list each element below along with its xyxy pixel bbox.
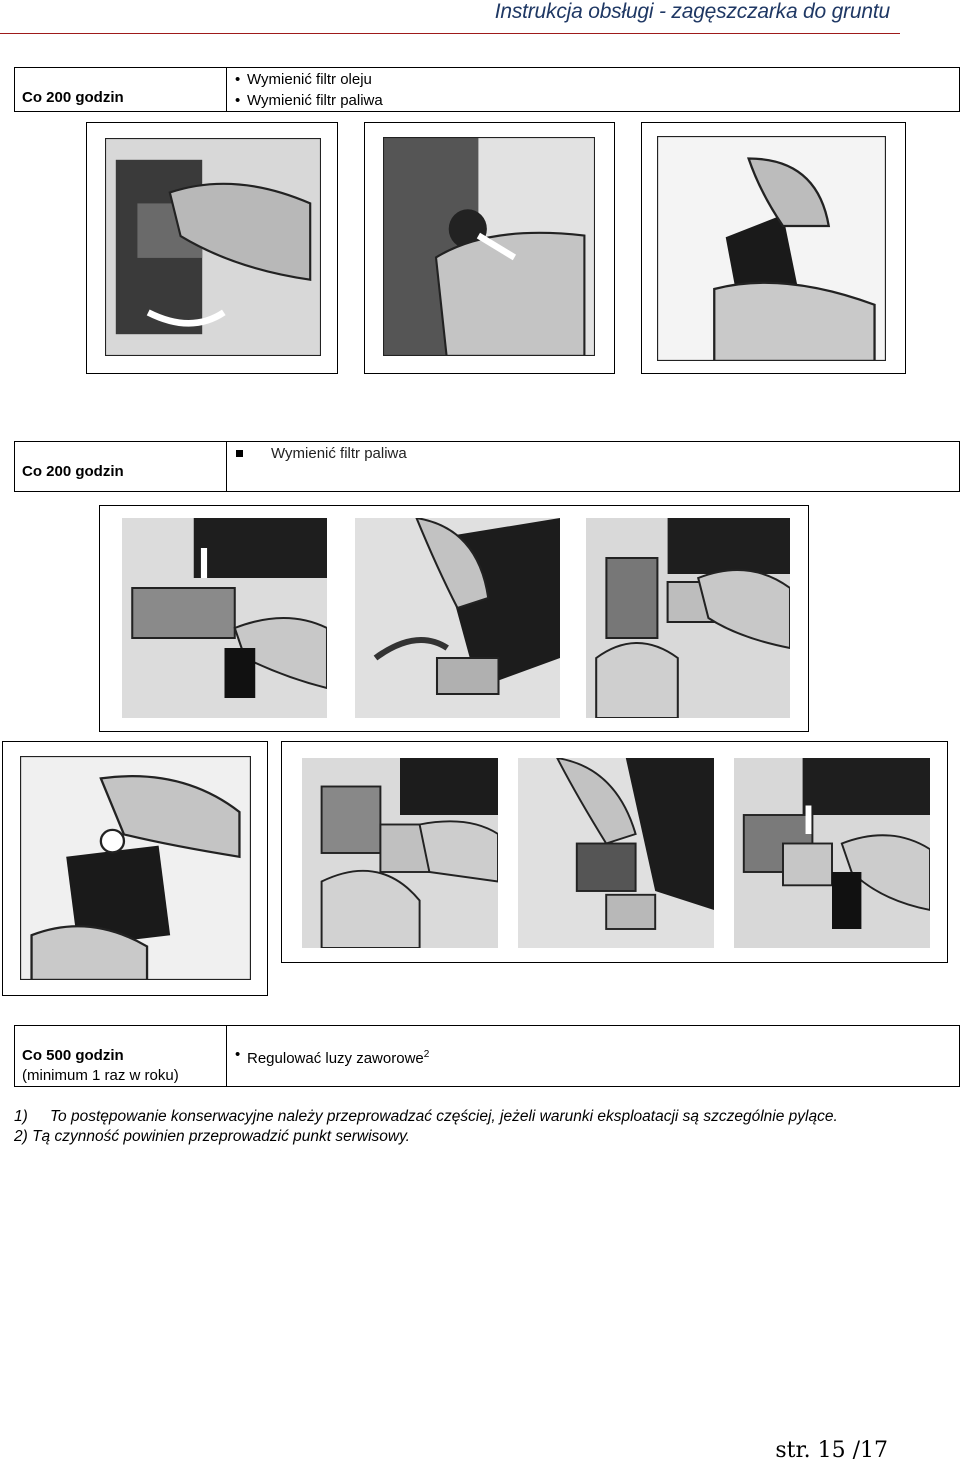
photo-oil-bottle: [641, 122, 906, 374]
header-divider: [0, 33, 900, 34]
interval-cell: [15, 1026, 227, 1087]
photo-step-3: [586, 518, 790, 718]
maintenance-row-2: [14, 441, 960, 492]
note-1-text: To postępowanie konserwacyjne należy przeprowadzać częściej, jeżeli warunki eksploatacji są szczególnie pylące.: [50, 1108, 838, 1125]
photo-step-1: [122, 518, 327, 718]
interval-note: (minimum 1 raz w roku): [22, 1067, 179, 1084]
interval-label: Co 200 godzin: [22, 463, 124, 480]
photo-step-4: [302, 758, 498, 948]
task-list: [235, 69, 959, 111]
photo-step-2: [355, 518, 560, 718]
document-header-title: Instrukcja obsługi - zagęszczarka do gruntu: [494, 0, 890, 23]
photo-step-5: [518, 758, 714, 948]
interval-cell: [15, 68, 227, 112]
task-item: • Wymienić filtr paliwa: [235, 90, 959, 111]
interval-label: Co 500 godzin: [22, 1047, 124, 1064]
square-bullet-icon: [236, 450, 243, 457]
task-item: • Wymienić filtr oleju: [235, 69, 959, 90]
note-2: 2) Tą czynność powinien przeprowadzić punkt serwisowy.: [14, 1128, 410, 1145]
photo-strip-filter-install: [281, 741, 948, 963]
photo-strip-fuel-filter-steps: [99, 505, 809, 732]
note-1-number: 1): [14, 1108, 28, 1125]
maintenance-row-3: [14, 1025, 960, 1087]
photo-fuel-filter-unscrew: [364, 122, 615, 374]
footnotes: [14, 1107, 914, 1147]
tasks-cell: [227, 1026, 960, 1087]
photo-fill-oil-bottle: [2, 741, 268, 996]
maintenance-row-1: [14, 67, 960, 112]
interval-label: Co 200 godzin: [22, 89, 124, 106]
task-list: [235, 1044, 959, 1069]
note-1: [14, 1107, 914, 1127]
task-item: • Regulować luzy zaworowe$^2$: [235, 1044, 959, 1069]
page-number: str. 15 /17: [775, 1438, 888, 1463]
footnote-ref: 2: [423, 1049, 430, 1060]
tasks-cell: [227, 442, 960, 492]
interval-cell: [15, 442, 227, 492]
task-item: Wymienić filtr paliwa: [271, 445, 407, 462]
tasks-cell: [227, 68, 960, 112]
photo-step-6: [734, 758, 930, 948]
photo-oil-filter-removal: [86, 122, 338, 374]
